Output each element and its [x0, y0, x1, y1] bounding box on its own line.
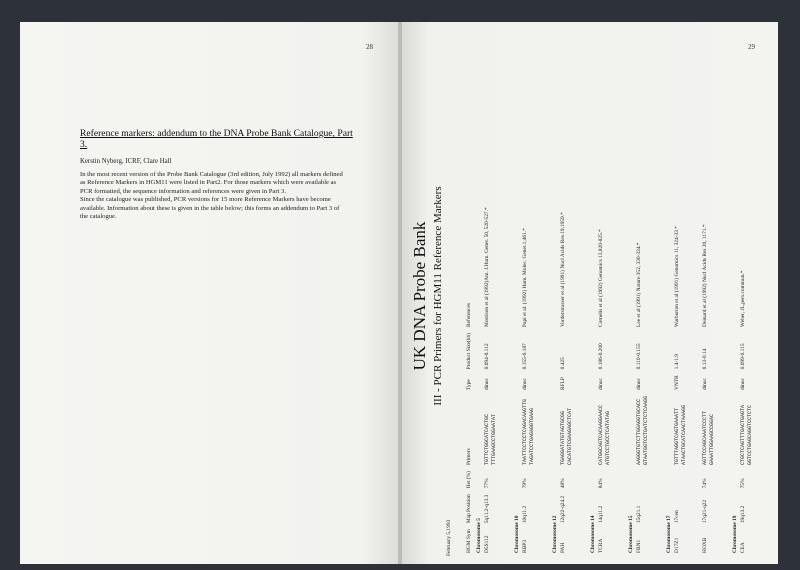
- map-position-cell: 17cen: [674, 510, 680, 524]
- marker-symbol-cell: D5S112: [484, 535, 490, 553]
- chromosome-group-row: [510, 204, 520, 556]
- rotated-table-block: [410, 26, 770, 556]
- article-body: [80, 171, 345, 221]
- marker-type-cell: dinuc: [598, 378, 604, 391]
- heterozygosity-cell: [672, 468, 700, 491]
- map-position-cell: 10q11.2: [522, 505, 528, 524]
- map-position-cell: 14q11.2: [598, 505, 604, 524]
- product-size-cell: 1.4-1.9: [674, 354, 680, 370]
- chromosome-label: Chromosome 19: [732, 515, 738, 553]
- map-position-cell: 15q21.1: [636, 505, 642, 524]
- chromosome-group-row: [586, 204, 596, 556]
- reference-cell: Weber, JL,pers.commun.*: [740, 270, 746, 327]
- marker-type-cell: dinuc: [522, 378, 528, 391]
- table-subtitle: III - PCR Primers for HGM11 Reference Markers: [432, 186, 444, 406]
- chromosome-group-row: [624, 204, 634, 556]
- heterozygosity-cell: 48%: [560, 478, 566, 489]
- article-author: Kerstin Nyberg, ICRF, Clare Hall: [80, 158, 172, 165]
- heterozygosity-cell: 84%: [598, 478, 604, 489]
- heterozygosity-cell: 77%: [484, 478, 490, 489]
- table-row: [634, 204, 662, 556]
- primer-sequence: AAGGGTGTCTTGGAGGTGCACC: [636, 399, 642, 466]
- table-row: [520, 204, 548, 556]
- primer-sequence: CTGCTCAGTTTGACTGAGTA: [740, 405, 746, 466]
- book-gutter: [398, 22, 402, 564]
- column-header: Product Size(kb): [466, 332, 472, 370]
- table-title: UK DNA Probe Bank: [410, 221, 429, 371]
- marker-type-cell: dinuc: [484, 378, 490, 391]
- chromosome-group-row: [662, 204, 672, 556]
- primers-cell: [558, 393, 586, 468]
- reference-cell: Papi et al. (1992) Hum. Molec. Genet.1,461.*: [522, 228, 528, 327]
- chromosome-label: Chromosome 14: [590, 515, 596, 553]
- primer-sequence: GTAATGGTCCTGATCTCTCAAGG: [643, 396, 649, 466]
- marker-symbol-cell: D17Z1: [674, 537, 680, 553]
- left-page: [20, 22, 400, 564]
- heterozygosity-cell: 74%: [702, 478, 708, 489]
- reference-cell: Lee et al (1991) Nature 352, 330-334.*: [636, 242, 642, 327]
- product-size-cell: 0.425: [560, 357, 566, 370]
- primer-sequence: TGTTTAGGTCAGTGAAATT: [674, 408, 680, 466]
- product-size-cell: 0.099-0.115: [740, 343, 746, 370]
- table-row: [558, 204, 586, 556]
- chromosome-group-row: [728, 204, 738, 556]
- chromosome-label: Chromosome 10: [514, 515, 520, 553]
- column-header: Het (%): [466, 471, 472, 489]
- map-position-cell: 17q21-q22: [702, 499, 708, 524]
- primer-sequence: TGTTCTGGCATCACTGC: [484, 414, 490, 466]
- marker-type-cell: dinuc: [740, 378, 746, 391]
- page-number-left: 28: [366, 43, 373, 51]
- marker-symbol-cell: FBN1: [636, 539, 642, 553]
- marker-type-cell: dinuc: [636, 378, 642, 391]
- marker-symbol-cell: HOXB: [702, 537, 708, 553]
- map-position-cell: 12q22-q24.2: [560, 495, 566, 524]
- body-paragraph: Since the catalogue was published, PCR versions for 15 more Reference Markers have become available. Information about these is given in the table below; this forms an addendum to Part 3 of the catalogue.: [80, 196, 340, 221]
- marker-type-cell: RFLP: [560, 377, 566, 391]
- primers-cell: [482, 393, 510, 468]
- heterozygosity-cell: 75%: [740, 478, 746, 489]
- primers-cell: [672, 393, 700, 468]
- product-size-cell: 0.110-0.155: [636, 343, 642, 370]
- heterozygosity-cell: [634, 468, 662, 491]
- chromosome-group-row: [548, 204, 558, 556]
- map-position-cell: 19q13.2: [740, 505, 746, 524]
- map-position-cell: 5q11.2-q13.3: [484, 494, 490, 524]
- primers-cell: [700, 393, 728, 468]
- chromosome-group-row: [472, 204, 482, 556]
- product-size-cell: 0.13-0.14: [702, 348, 708, 370]
- primers-cell: [738, 393, 766, 468]
- article-heading: Reference markers: addendum to the DNA Probe Bank Catalogue, Part 3.: [80, 128, 353, 150]
- table-row: [700, 204, 728, 556]
- marker-symbol-cell: TCRA: [598, 538, 604, 553]
- table-row: [482, 204, 510, 556]
- primers-cell: [520, 393, 548, 468]
- marker-symbol-cell: RBP3: [522, 540, 528, 553]
- primer-sequence: CACATGTCGAAGAGCTCAT: [567, 408, 573, 466]
- primers-cell: [596, 393, 624, 468]
- product-size-cell: 0.094-0.112: [484, 343, 490, 370]
- heterozygosity-cell: 79%: [522, 478, 528, 489]
- column-header: Map Position: [466, 494, 472, 524]
- column-header: References: [466, 303, 472, 327]
- reference-cell: Warburton et al (1991) Genomics 11, 324-33.*: [674, 226, 680, 327]
- marker-type-cell: dinuc: [702, 378, 708, 391]
- primer-sequence: TGAGGATATGTAGTGCGG: [560, 411, 566, 466]
- primer-sequence: AGTTCCAGCAAATCCCTT: [702, 411, 708, 466]
- primer-sequence: ATGTCCTGCCTCATATAG: [605, 411, 611, 466]
- reference-cell: Vorderstrasser et al (1991) Nucl Acids Res.19,1959.*: [560, 212, 566, 327]
- primer-sequence: GAAATTGGAAGCCGGAC: [709, 414, 715, 466]
- reference-cell: Cornelis et al (1992) Genomics 13,820-825.*: [598, 229, 604, 327]
- reference-cell: Deinard et al (1992) Nucl Acids Res 20, 1171.*: [702, 224, 708, 327]
- primer-sequence: TAATTCCTCCTCAGACAAGTTG: [522, 399, 528, 466]
- marker-symbol-cell: CEA: [740, 542, 746, 553]
- table-row: [596, 204, 624, 556]
- primer-table: [466, 204, 766, 556]
- page-number-right: 29: [748, 43, 755, 51]
- primer-sequence: ATAACTGCATCAACTAAAGG: [681, 405, 687, 466]
- primers-cell: [634, 393, 662, 468]
- chromosome-label: Chromosome 5: [476, 518, 482, 553]
- chromosome-label: Chromosome 17: [666, 515, 672, 553]
- column-header: Primers: [466, 448, 472, 466]
- table-date: February 5,1993: [446, 519, 452, 556]
- product-size-cell: 0.186-0.200: [598, 343, 604, 370]
- chromosome-label: Chromosome 15: [628, 515, 634, 553]
- table-row: [738, 204, 766, 556]
- chromosome-label: Chromosome 12: [552, 515, 558, 553]
- column-header: Type: [466, 379, 472, 391]
- marker-type-cell: VNTR: [674, 375, 680, 391]
- primer-sequence: GGTCCTGAGCAGGTCCTCTC: [747, 405, 753, 466]
- primer-sequence: TTTGAAGCCTGGAATAT: [491, 414, 497, 466]
- primer-sequence: TAGATCCTGAGAGGTGAAG: [529, 408, 535, 466]
- product-size-cell: 0.155-0.187: [522, 343, 528, 370]
- body-paragraph: In the most recent version of the Probe Bank Catalogue (3rd edition, July 1992) all markers defined as Reference Markers in HGM11 were listed in Part2. For those markers which were available as PCR formatted, the sequence information and references were given in Part 3.: [80, 171, 343, 195]
- primer-sequence: CATGGCAGTCACAAGGAACC: [598, 405, 604, 466]
- column-header: HGM Sym: [466, 529, 472, 553]
- marker-symbol-cell: PAH: [560, 542, 566, 553]
- table-row: [672, 204, 700, 556]
- reference-cell: Morrison et al (1992)Am. J.Hum. Genet. 50, 520-527.*: [484, 207, 490, 327]
